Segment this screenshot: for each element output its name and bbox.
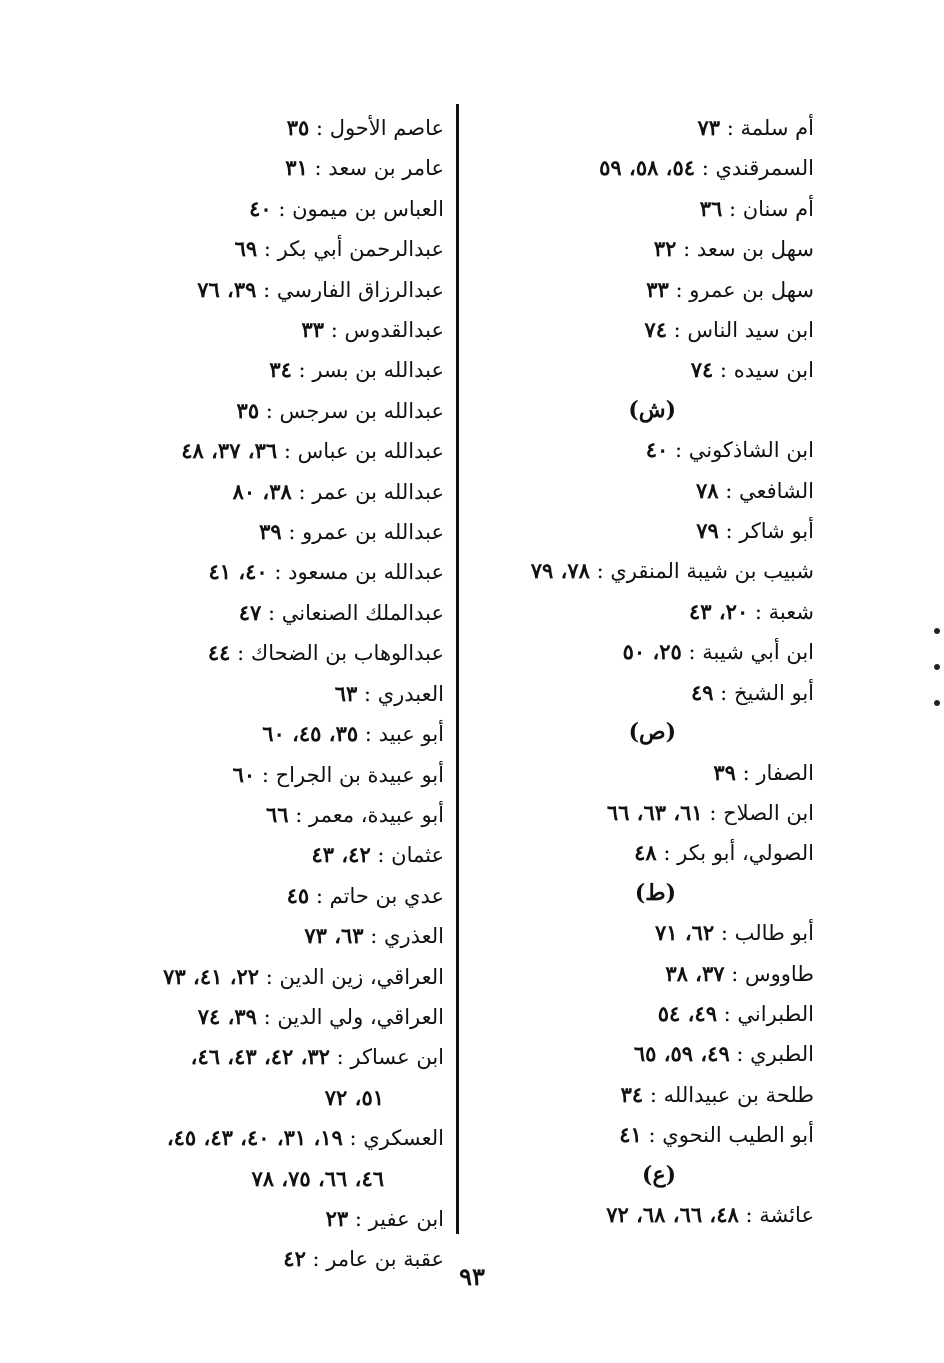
entry-pages: ٤٤: [207, 640, 231, 666]
entry-separator: :: [713, 680, 734, 705]
entry-pages: ٣٩: [259, 519, 282, 545]
entry-pages: ٣٩، ٧٤: [197, 1003, 257, 1029]
index-entry: [74, 957, 444, 997]
entry-name: العذري: [384, 924, 444, 949]
index-entry: [484, 471, 814, 511]
entry-separator: :: [641, 1123, 663, 1148]
index-entry: [74, 350, 444, 390]
entry-separator: :: [257, 237, 278, 262]
entry-separator: :: [668, 277, 690, 302]
entry-name: الطبري: [750, 1042, 814, 1067]
index-entry: [484, 350, 814, 390]
entry-pages: ٣٦: [699, 195, 723, 221]
entry-name: عبدالقدوس: [344, 318, 444, 343]
entry-pages: ٣٢: [653, 236, 677, 262]
scan-mark: [934, 664, 940, 670]
entry-separator: :: [291, 479, 313, 504]
entry-pages: ٣٧، ٣٨: [665, 960, 725, 986]
entry-pages: ٣٩، ٧٦: [197, 276, 257, 302]
entry-pages: ٣٩: [713, 759, 736, 785]
entry-separator: :: [666, 318, 688, 343]
letter-heading: (ط): [634, 879, 676, 906]
index-entry: [74, 270, 444, 310]
entry-separator: :: [738, 1202, 760, 1227]
index-entry: [74, 310, 444, 350]
entry-separator: :: [589, 559, 611, 584]
entry-pages: ٦٩: [234, 236, 258, 262]
scan-mark: [934, 700, 940, 706]
index-entry: [484, 430, 814, 470]
entry-separator: :: [695, 156, 716, 181]
index-entry: [484, 1115, 814, 1155]
index-entry: [74, 552, 444, 592]
entry-pages: ٧٨: [695, 477, 719, 503]
entry-separator: :: [309, 883, 330, 908]
index-entry: [484, 229, 814, 269]
entry-pages: ٣١: [285, 155, 308, 181]
entry-name: العسكري: [363, 1126, 444, 1151]
entry-name: عدي بن حاتم: [329, 883, 444, 908]
entry-separator: :: [267, 560, 289, 585]
entry-pages: ٣٨، ٨٠: [232, 478, 292, 504]
entry-name: عثمان: [391, 843, 444, 868]
entry-name: عبدالوهاب بن الضحاك: [250, 641, 444, 666]
entry-separator: :: [307, 156, 329, 181]
entry-name: العبدري: [377, 681, 444, 706]
entry-pages: ٧٩: [696, 518, 719, 544]
entry-name: عقبة بن عامر: [326, 1247, 444, 1272]
index-entry: [484, 1075, 814, 1115]
index-entry: [484, 954, 814, 994]
entry-separator: :: [281, 520, 303, 545]
entry-pages: ٦٠: [232, 761, 256, 787]
entry-separator: :: [720, 116, 741, 140]
entry-name: أبو الطيب النحوي: [662, 1123, 814, 1148]
entry-separator: :: [309, 116, 330, 140]
entry-name: أم سنان: [742, 196, 814, 221]
entry-pages: ٣٥: [236, 397, 260, 423]
entry-separator: :: [729, 1042, 751, 1067]
entry-pages: ٦٢، ٧١: [655, 920, 715, 946]
entry-pages: ٤٨، ٦٦، ٦٨، ٧٢: [606, 1201, 739, 1227]
entry-name: الصفار: [756, 760, 814, 785]
index-entry: [74, 714, 444, 754]
entry-name: سهل بن عمرو: [689, 277, 814, 302]
entry-pages: ٣٥، ٤٥، ٦٠: [262, 721, 359, 747]
entry-name: العراقي، ولي الدين: [277, 1004, 444, 1029]
entry-name: أبو طالب: [734, 921, 814, 946]
entry-separator: :: [230, 641, 251, 666]
entry-pages: ٥١، ٧٢: [324, 1084, 384, 1110]
index-entry: [74, 1037, 444, 1077]
index-entry: [484, 673, 814, 713]
entry-pages: ٤٠، ٤١: [208, 559, 268, 585]
entry-pages: ٧٤: [644, 317, 667, 343]
entry-pages: ٧٣: [697, 115, 721, 140]
entry-name: الشافعي: [738, 478, 814, 503]
entry-name: ابن سيده: [733, 358, 814, 383]
entry-name: السمرقندي: [715, 156, 814, 181]
entry-separator: :: [277, 439, 298, 464]
index-entry: [74, 391, 444, 431]
scan-mark: [934, 628, 940, 634]
index-entry: [484, 108, 814, 148]
entry-pages: ٦٣: [334, 680, 358, 706]
index-entry: [74, 593, 444, 633]
entry-pages: ٣٣: [301, 317, 325, 343]
entry-separator: :: [256, 277, 277, 302]
entry-pages: ٤٩، ٥٩، ٦٥: [633, 1041, 730, 1067]
entry-separator: :: [256, 1004, 278, 1029]
letter-heading: (ش): [628, 396, 676, 423]
entry-separator: :: [718, 519, 740, 544]
index-entry: [74, 633, 444, 673]
entry-separator: :: [342, 1126, 364, 1151]
index-entry: [484, 592, 814, 632]
index-entry: [74, 229, 444, 269]
entry-pages: ٤٦، ٦٦، ٧٥، ٧٨: [251, 1165, 384, 1191]
entry-separator: :: [357, 681, 378, 706]
index-entry: [484, 511, 814, 551]
entry-pages: ٢٣: [325, 1205, 349, 1231]
entry-pages: ٣٥: [286, 115, 310, 140]
entry-name: عبدالله بن عمرو: [302, 520, 444, 545]
entry-separator: :: [713, 358, 734, 383]
entry-separator: :: [329, 1045, 351, 1070]
entry-separator: :: [363, 924, 385, 949]
entry-pages: ٦٦: [266, 801, 289, 827]
entry-separator: :: [288, 802, 309, 827]
index-entry: [74, 755, 444, 795]
index-entry: [484, 833, 814, 873]
entry-name: ابن عفير: [368, 1206, 444, 1231]
entry-name: ابن سيد الناس: [687, 318, 814, 343]
entry-separator: :: [714, 921, 735, 946]
entry-pages: ٥٤، ٥٨، ٥٩: [599, 155, 696, 181]
entry-pages: ٢٥، ٥٠: [622, 639, 682, 665]
entry-pages: ٣٢، ٤٢، ٤٣، ٤٦،: [190, 1044, 330, 1070]
entry-name: العباس بن ميمون: [292, 196, 444, 221]
letter-heading: (ع): [642, 1161, 676, 1188]
entry-pages: ٤٠: [249, 195, 272, 221]
entry-name: شعبة: [768, 599, 814, 624]
entry-pages: ٤١: [619, 1122, 642, 1148]
entry-name: طاووس: [744, 961, 814, 986]
index-entry: [74, 148, 444, 188]
entry-separator: :: [259, 964, 280, 989]
index-entry: [74, 1118, 444, 1158]
entry-separator: :: [348, 1206, 369, 1231]
entry-pages: ٤٢: [283, 1246, 306, 1272]
entry-separator: :: [735, 760, 757, 785]
index-column-left: [74, 108, 444, 1280]
entry-pages: ٣٣: [646, 276, 669, 302]
index-entry: [484, 1034, 814, 1074]
entry-separator: :: [716, 1001, 738, 1026]
entry-separator: :: [643, 1082, 664, 1107]
entry-pages: ٤٧: [238, 599, 262, 625]
entry-name: عبدالله بن عمر: [312, 479, 444, 504]
entry-name: عامر بن سعد: [328, 156, 444, 181]
entry-pages: ٦١، ٦٣، ٦٦: [606, 799, 703, 825]
index-entry: [484, 270, 814, 310]
entry-separator: :: [722, 196, 743, 221]
index-entry: [74, 512, 444, 552]
entry-pages: ٧٤: [690, 357, 714, 383]
entry-name: عبدالله بن بسر: [312, 358, 444, 383]
entry-separator: :: [259, 398, 280, 423]
entry-name: عبدالله بن سرجس: [279, 398, 444, 423]
letter-heading: (ص): [628, 719, 676, 746]
entry-name: عبدالرحمن أبي بكر: [277, 237, 444, 262]
entry-separator: :: [305, 1247, 327, 1272]
entry-separator: :: [748, 599, 769, 624]
entry-name: عبدالملك الصنعاني: [281, 600, 444, 625]
entry-separator: :: [681, 640, 703, 665]
entry-pages: ٤٠: [645, 437, 669, 463]
entry-name: ابن عساكر: [350, 1045, 444, 1070]
entry-pages: ٤٥: [286, 882, 310, 908]
entry-separator: :: [724, 961, 745, 986]
entry-pages: ٧٨، ٧٩: [530, 558, 590, 584]
entry-pages: ٤٩: [690, 679, 714, 705]
entry-name: الصولي، أبو بكر: [677, 841, 814, 866]
entry-separator: :: [676, 237, 697, 262]
entry-name: ابن أبي شيبة: [702, 640, 814, 665]
index-entry: [484, 753, 814, 793]
index-entry: [74, 472, 444, 512]
entry-name: طلحة بن عبيدالله: [663, 1082, 814, 1107]
entry-pages: ٢٠، ٤٣: [689, 598, 749, 624]
index-entry: [484, 551, 814, 591]
index-entry: [74, 835, 444, 875]
index-entry: [484, 310, 814, 350]
entry-separator: :: [370, 843, 392, 868]
entry-pages: ٣٦، ٣٧، ٤٨: [181, 438, 278, 464]
entry-separator: :: [261, 600, 282, 625]
index-column-right: [484, 108, 814, 1235]
entry-name: أبو الشيخ: [733, 680, 814, 705]
entry-separator: :: [718, 478, 739, 503]
index-entry: [74, 916, 444, 956]
index-entry: [484, 994, 814, 1034]
entry-name: أبو شاكر: [739, 519, 814, 544]
index-entry: [74, 674, 444, 714]
index-entry: [484, 913, 814, 953]
index-entry: [74, 1199, 444, 1239]
entry-name: عبدالله بن عباس: [297, 439, 444, 464]
entry-pages: ٣٤: [620, 1081, 644, 1107]
index-entry: [484, 632, 814, 672]
entry-name: الطبراني: [737, 1001, 814, 1026]
page-number: ٩٣: [459, 1262, 485, 1291]
entry-separator: :: [291, 358, 313, 383]
entry-separator: :: [324, 318, 345, 343]
entry-separator: :: [358, 722, 379, 747]
entry-name: العراقي، زين الدين: [279, 964, 444, 989]
entry-pages: ٤٢، ٤٣: [311, 842, 371, 868]
index-entry: [74, 189, 444, 229]
entry-separator: :: [702, 800, 724, 825]
entry-name: شبيب بن شيبة المنقري: [610, 559, 814, 584]
entry-separator: :: [656, 841, 678, 866]
index-entry: [484, 189, 814, 229]
index-entry: [74, 876, 444, 916]
entry-name: عبدالله بن مسعود: [288, 560, 444, 585]
entry-pages: ٣٤: [269, 357, 292, 383]
index-entry: [74, 997, 444, 1037]
entry-pages: ٦٣، ٧٣: [304, 923, 364, 949]
index-entry: [74, 795, 444, 835]
entry-pages: ٤٨: [634, 840, 657, 866]
entry-pages: ٤٩، ٥٤: [657, 1000, 717, 1026]
index-entry: [484, 793, 814, 833]
index-entry: [74, 108, 444, 148]
entry-name: أبو عبيدة بن الجراح: [275, 762, 444, 787]
entry-name: عبدالرزاق الفارسي: [276, 277, 444, 302]
entry-name: ابن الصلاح: [723, 800, 814, 825]
entry-name: عاصم الأحول: [329, 116, 444, 140]
entry-separator: :: [668, 438, 689, 463]
entry-name: عائشة: [759, 1202, 814, 1227]
entry-name: سهل بن سعد: [696, 237, 814, 262]
index-entry-continuation: [74, 1078, 444, 1118]
entry-pages: ٢٢، ٤١، ٧٣: [163, 963, 260, 989]
entry-name: ابن الشاذكوني: [688, 438, 814, 463]
column-divider: [456, 104, 459, 1234]
entry-name: أبو عبيد: [378, 722, 444, 747]
index-entry: [484, 148, 814, 188]
entry-name: أم سلمة: [740, 116, 814, 140]
entry-pages: ١٩، ٣١، ٤٠، ٤٣، ٤٥،: [166, 1125, 343, 1151]
entry-name: أبو عبيدة، معمر: [309, 802, 444, 827]
entry-separator: :: [255, 762, 276, 787]
entry-separator: :: [271, 196, 293, 221]
index-entry: [484, 1195, 814, 1235]
index-entry: [74, 431, 444, 471]
index-entry-continuation: [74, 1159, 444, 1199]
